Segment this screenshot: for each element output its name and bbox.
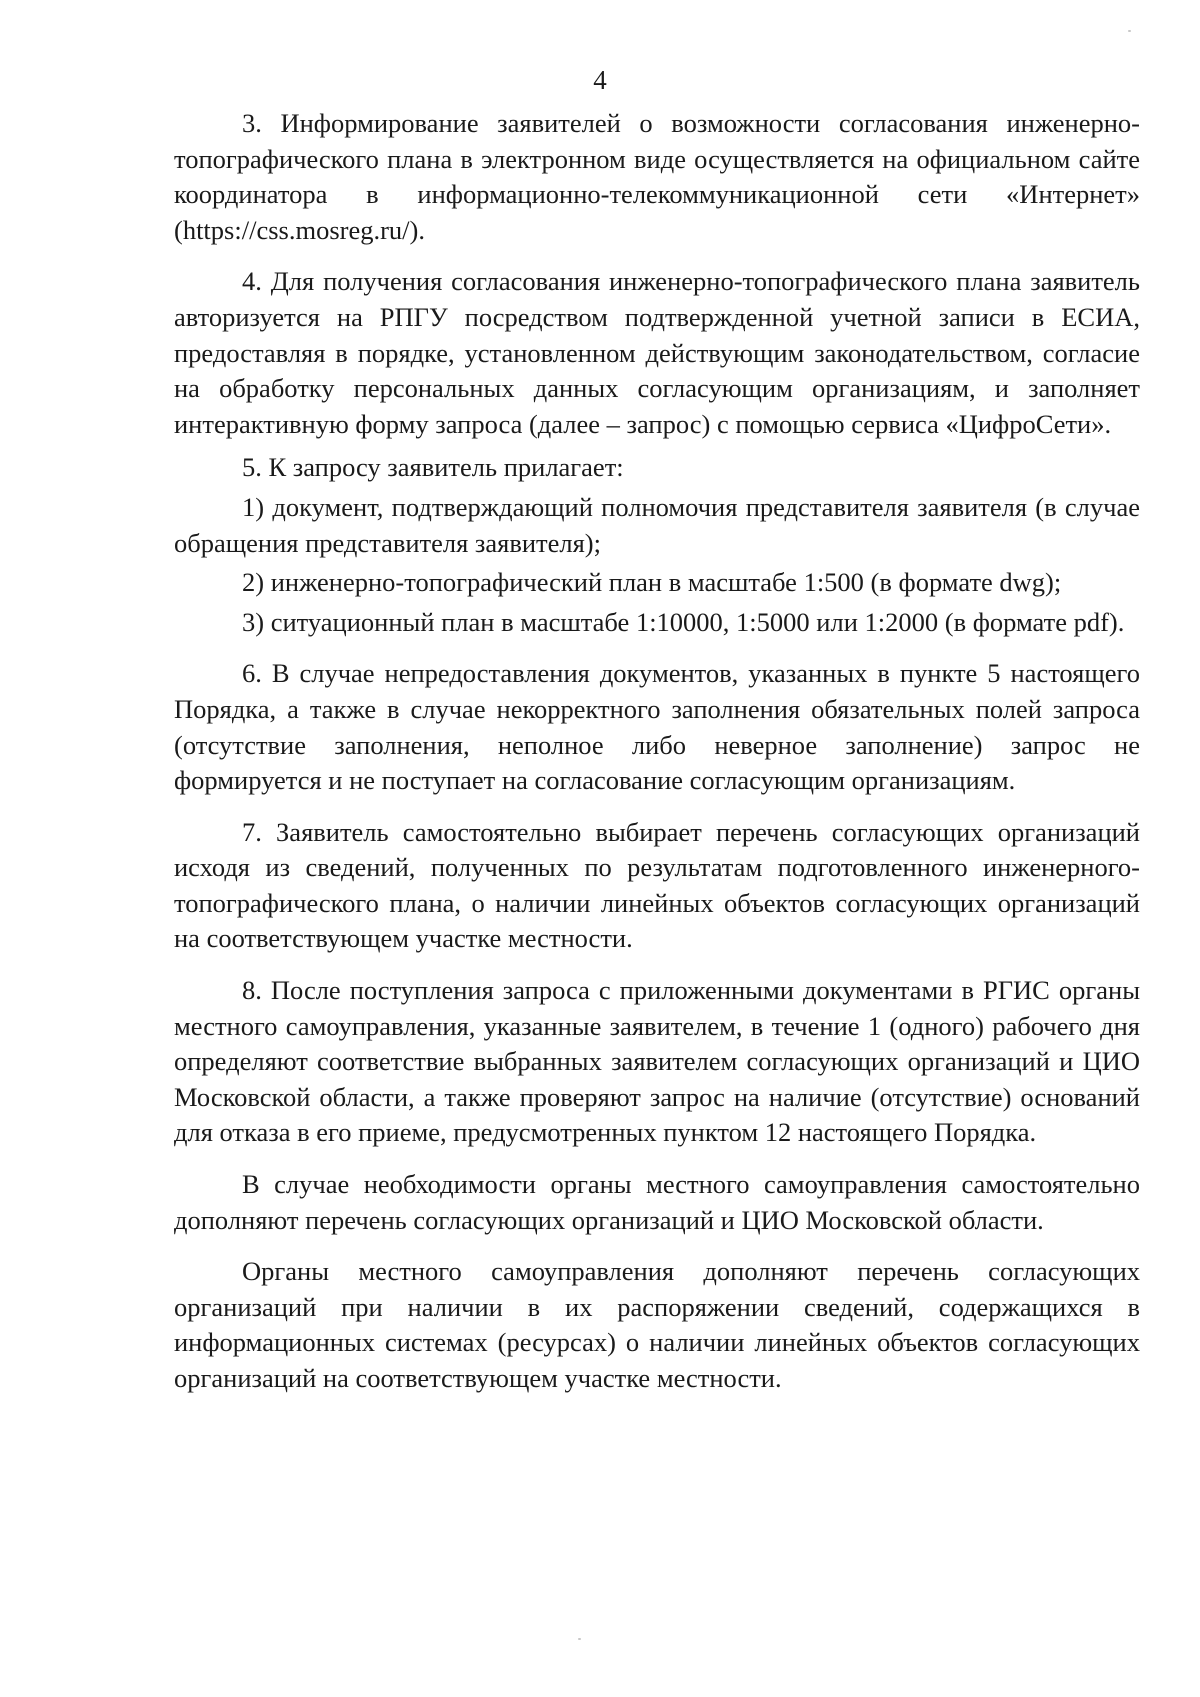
scan-speck xyxy=(1128,30,1131,32)
paragraph-5: 5. К запросу заявитель прилагает: xyxy=(242,452,624,483)
paragraph-8: 8. После поступления запроса с приложенными документами в РГИС органы местного самоуправления, указанные заявителем, в течение 1 (одного) рабочего дня определяют соответствие выбранных заявителем согласующих организаций и ЦИО Московской области, а также проверяют запрос на наличие (отсутствие) оснований для отказа в его приеме, предусмотренных пунктом 12 настоящего Порядка. xyxy=(174,975,1140,1148)
paragraph-8-final: Органы местного самоуправления дополняют перечень согласующих организаций при наличии в их распоряжении сведений, содержащихся в информационных системах (ресурсах) о наличии линейных объектов согласующих организаций на соответствующем участке местности. xyxy=(174,1256,1140,1393)
page-number: 4 xyxy=(593,65,607,95)
paragraph-4: 4. Для получения согласования инженерно-топографического плана заявитель авторизуется на РПГУ посредством подтвержденной учетной записи в ЕСИА, предоставляя в порядке, установленном действующим законодательством, согласие на обработку персональных данных согласующим организациям, и заполняет интерактивную форму запроса (далее – запрос) с помощью сервиса «ЦифроСети». xyxy=(174,266,1140,439)
paragraph-8-continued: В случае необходимости органы местного самоуправления самостоятельно дополняют перечень согласующих организаций и ЦИО Московской области. xyxy=(174,1169,1140,1235)
scan-speck xyxy=(578,1638,581,1640)
paragraph-7: 7. Заявитель самостоятельно выбирает перечень согласующих организаций исходя из сведений, полученных по результатам подготовленного инженерного-топографического плана, о наличии линейных объектов согласующих организаций на соответствующем участке местности. xyxy=(174,816,1140,954)
document-body xyxy=(174,106,1140,1397)
list-item-1: 1) документ, подтверждающий полномочия представителя заявителя (в случае обращения представителя заявителя); xyxy=(174,491,1140,558)
list-item-3: 3) ситуационный план в масштабе 1:10000, 1:5000 или 1:2000 (в формате pdf). xyxy=(242,606,1125,637)
paragraph-3: 3. Информирование заявителей о возможности согласования инженерно-топографического плана в электронном виде осуществляется на официальном сайте координатора в информационно-телекоммуникационной сети «Интернет» (https://css.mosreg.ru/). xyxy=(174,108,1140,245)
list-item-2: 2) инженерно-топографический план в масштабе 1:500 (в формате dwg); xyxy=(242,567,1062,598)
paragraph-6: 6. В случае непредоставления документов, указанных в пункте 5 настоящего Порядка, а также в случае некорректного заполнения обязательных полей запроса (отсутствие заполнения, неполное либо неверное заполнение) запрос не формируется и не поступает на согласование согласующим организациям. xyxy=(174,658,1140,796)
